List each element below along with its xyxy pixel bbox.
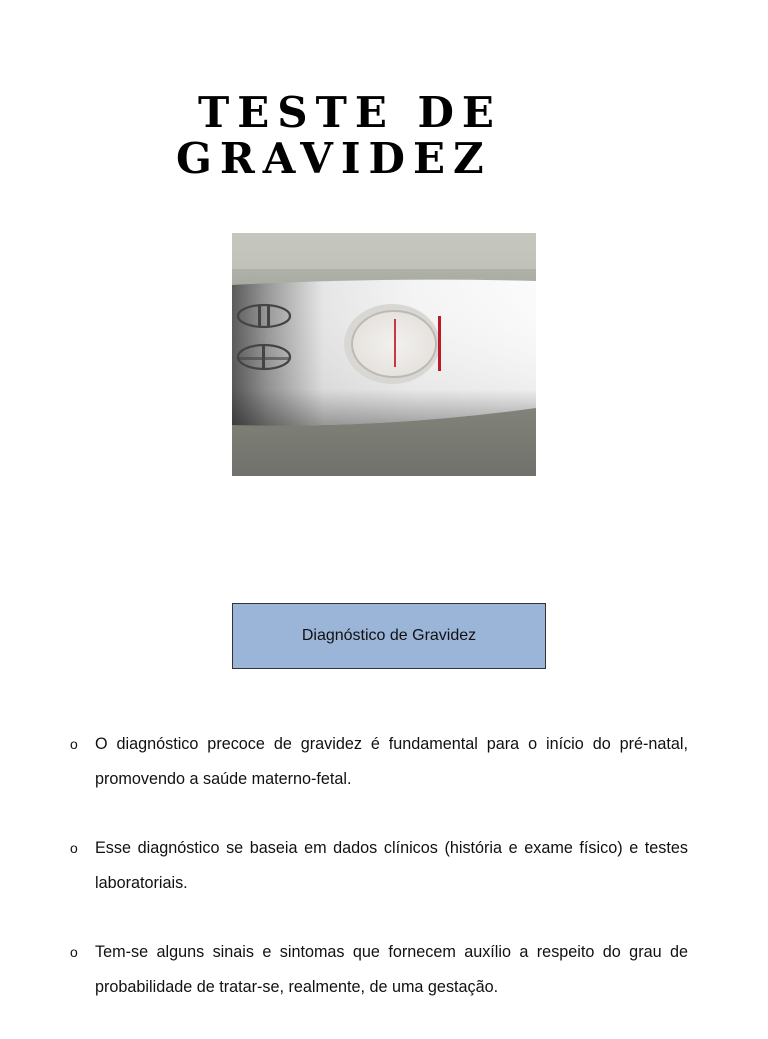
bullet-marker: o [70, 736, 78, 752]
caption-label: Diagnóstico de Gravidez [301, 627, 477, 644]
list-item [70, 935, 688, 1005]
diagnosis-caption-box [232, 603, 546, 669]
pregnancy-test-photo [232, 233, 536, 476]
bullet-text: Esse diagnóstico se baseia em dados clínicos (história e exame físico) e testes laboratoriais. [95, 839, 688, 892]
title-line-2: GRAVIDEZ [176, 134, 492, 183]
list-item [70, 831, 688, 901]
bullet-text: O diagnóstico precoce de gravidez é fundamental para o início do pré-natal, promovendo a saúde materno-fetal. [95, 735, 688, 788]
bullet-marker: o [70, 944, 78, 960]
list-item [70, 727, 688, 797]
bullet-marker: o [70, 840, 78, 856]
bullet-text: Tem-se alguns sinais e sintomas que fornecem auxílio a respeito do grau de probabilidade de tratar-se, realmente, de uma gestação. [95, 943, 688, 996]
bullet-list [70, 727, 688, 1039]
title-line-1: TESTE DE [198, 88, 502, 137]
page-title [176, 90, 576, 182]
